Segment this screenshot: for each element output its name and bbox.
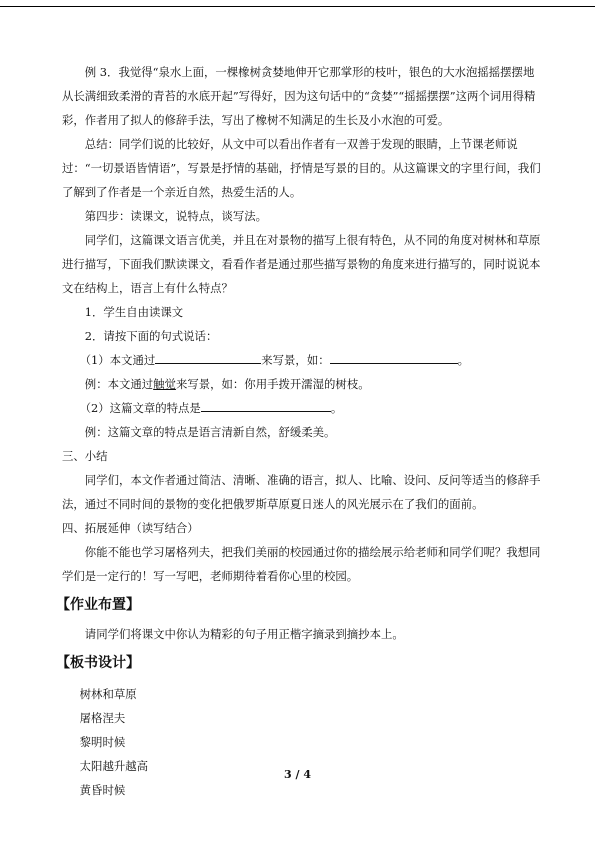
homework-text: 请同学们将课文中你认为精彩的句子用正楷字摘录到摘抄本上。 xyxy=(84,627,404,641)
paragraph-example-3: 例 3．我觉得“泉水上面，一棵橡树贪婪地伸开它那掌形的枝叶，银色的大水泡摇摇摆摆地从长满细致柔滑的青苔的水底开起”写得好，因为这句话中的“贪婪”“摇摇摆摆”这两个词用得精彩，作者用了拟人的修辞手法，写出了橡树不知满足的生长及小水泡的可爱。 xyxy=(62,65,536,127)
question-one xyxy=(62,348,542,372)
section-three-title: 三、小结 xyxy=(62,449,108,463)
list-item: 黎明时候 xyxy=(79,735,126,749)
example-two: 例：这篇文章的特点是语言清新自然，舒缓柔美。 xyxy=(84,425,336,439)
answer-blank xyxy=(330,351,458,364)
example-one-prefix: 例：本文通过 xyxy=(84,377,154,391)
question-two-suffix: 。 xyxy=(330,401,343,415)
board-design-heading: 【板书设计】 xyxy=(56,655,140,671)
question-one-middle: 来写景，如： xyxy=(261,353,330,367)
example-one xyxy=(62,372,542,396)
section-three-text: 同学们，本文作者通过简洁、清晰、准确的语言，拟人、比喻、设问、反问等适当的修辞手法，通过不同时间的景物的变化把俄罗斯草原夏日迷人的风光展示在了我们的面前。 xyxy=(62,473,541,511)
example-one-underlined: 触觉 xyxy=(153,377,176,391)
list-item: 屠格涅夫 xyxy=(79,711,126,725)
list-item: 树林和草原 xyxy=(79,687,137,701)
list-item: 太阳越升越高 xyxy=(79,759,149,773)
board-design-list xyxy=(62,682,542,802)
section-four-title: 四、拓展延伸（读写结合） xyxy=(62,521,199,535)
step-four: 第四步：读课文，说特点，谈写法。 xyxy=(84,209,268,223)
answer-blank xyxy=(201,399,331,412)
item-one: 1．学生自由读课文 xyxy=(84,305,184,319)
question-one-suffix: 。 xyxy=(457,353,470,367)
answer-blank xyxy=(155,351,261,364)
document-body xyxy=(56,60,542,802)
question-one-prefix: （1）本文通过 xyxy=(79,353,156,367)
paragraph-summary: 总结：同学们说的比较好，从文中可以看出作者有一双善于发现的眼睛，上节课老师说过：“一切景语皆情语”，写景是抒情的基础，抒情是写景的目的。从这篇课文的字里行间，我们了解到了作者是一个亲近自然，热爱生活的人。 xyxy=(62,137,541,199)
question-two xyxy=(62,396,542,420)
paragraph-intro: 同学们，这篇课文语言优美，并且在对景物的描写上很有特色，从不同的角度对树林和草原进行描写，下面我们默读课文，看看作者是通过那些描写景物的角度来进行描写的，同时说说本文在结构上，语言上有什么特点？ xyxy=(62,233,541,295)
homework-heading: 【作业布置】 xyxy=(56,597,140,613)
example-one-suffix: 来写景，如：你用手拨开濡湿的树枝。 xyxy=(175,377,370,391)
question-two-prefix: （2）这篇文章的特点是 xyxy=(79,401,201,415)
item-two: 2．请按下面的句式说话： xyxy=(84,329,218,343)
list-item: 黄昏时候 xyxy=(79,783,126,797)
section-four-text: 你能不能也学习屠格列夫，把我们美丽的校园通过你的描绘展示给老师和同学们呢？我想同学们是一定行的！写一写吧，老师期待着看你心里的校园。 xyxy=(62,545,541,583)
header-rule xyxy=(0,6,595,7)
page-number: 3 / 4 xyxy=(284,768,311,781)
